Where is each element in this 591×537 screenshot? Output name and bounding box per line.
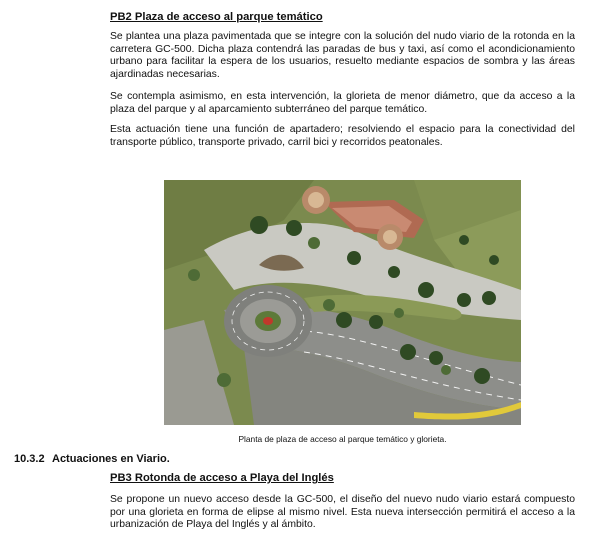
heading-title: Actuaciones en Viario. bbox=[52, 453, 170, 465]
paragraph-pb2-1: Se plantea una plaza pavimentada que se integre con la solución del nudo viario de la rotonda en la carretera GC-500. Dicha plaza contendrá las paradas de bus y taxi, así como el acondicionamiento urbano para facilitar la espera de los usuarios, resuelto mediante espacios de sombra y las áreas ajardinadas necesarias. bbox=[110, 31, 575, 80]
site-plan-image bbox=[164, 180, 521, 425]
section-title-pb2: PB2 Plaza de acceso al parque temático bbox=[110, 11, 323, 23]
heading-number: 10.3.2 bbox=[14, 453, 45, 465]
paragraph-pb2-2: Se contempla asimismo, en esta intervención, la glorieta de menor diámetro, que da acceso a la plaza del parque y al aparcamiento subterráneo del parque temático. bbox=[110, 91, 575, 115]
paragraph-pb3-1: Se propone un nuevo acceso desde la GC-500, el diseño del nuevo nudo viario estará compuesto por una glorieta en forma de elipse al mismo nivel. Esta nueva intersección permitirá el acceso a la urbanización de Playa del Inglés y al ámbito. bbox=[110, 494, 575, 531]
paragraph-pb2-3: Esta actuación tiene una función de apartadero; resolviendo el espacio para la conectividad del transporte público, transporte privado, carril bici y recorridos peatonales. bbox=[110, 124, 575, 148]
section-heading-10-3-2 bbox=[14, 453, 170, 465]
figure-caption: Planta de plaza de acceso al parque temático y glorieta. bbox=[238, 434, 447, 444]
section-title-pb3: PB3 Rotonda de acceso a Playa del Inglés bbox=[110, 472, 334, 484]
